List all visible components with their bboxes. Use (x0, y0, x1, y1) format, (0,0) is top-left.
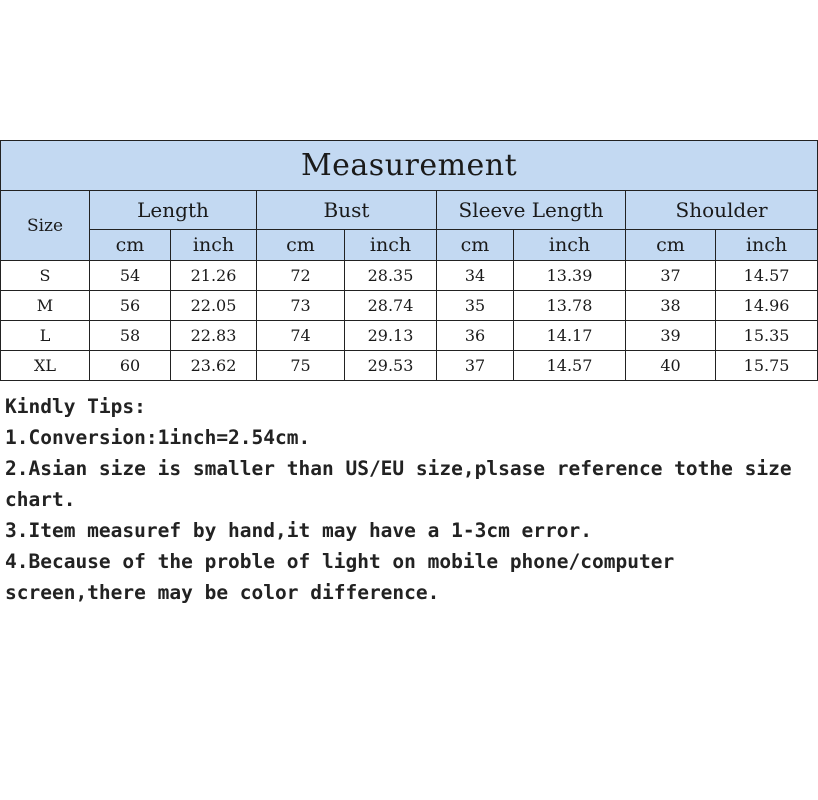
unit-header: inch (514, 230, 626, 261)
size-cell: M (1, 291, 90, 321)
size-cell: L (1, 321, 90, 351)
table-cell: 28.74 (345, 291, 437, 321)
table-cell: 22.05 (171, 291, 257, 321)
table-cell: 39 (626, 321, 716, 351)
table-cell: 37 (437, 351, 514, 381)
table-cell: 38 (626, 291, 716, 321)
size-header: Size (1, 191, 90, 261)
table-cell: 14.96 (716, 291, 818, 321)
unit-header: cm (626, 230, 716, 261)
table-cell: 74 (257, 321, 345, 351)
table-cell: 14.17 (514, 321, 626, 351)
tips-heading: Kindly Tips: (5, 395, 146, 418)
measurement-table (0, 140, 818, 381)
table-cell: 21.26 (171, 261, 257, 291)
group-header-sleeve-length: Sleeve Length (437, 191, 626, 230)
table-cell: 15.75 (716, 351, 818, 381)
unit-header: cm (257, 230, 345, 261)
table-cell: 60 (90, 351, 171, 381)
group-header-bust: Bust (257, 191, 437, 230)
table-cell: 72 (257, 261, 345, 291)
table-cell: 56 (90, 291, 171, 321)
table-cell: 29.13 (345, 321, 437, 351)
table-cell: 75 (257, 351, 345, 381)
table-cell: 35 (437, 291, 514, 321)
group-header-length: Length (90, 191, 257, 230)
table-cell: 54 (90, 261, 171, 291)
table-cell: 40 (626, 351, 716, 381)
table-cell: 14.57 (716, 261, 818, 291)
table-cell: 13.39 (514, 261, 626, 291)
table-title: Measurement (1, 141, 818, 191)
group-header-shoulder: Shoulder (626, 191, 818, 230)
tip-item: 1.Conversion:1inch=2.54cm. (5, 426, 311, 449)
table-row (1, 321, 818, 351)
table-cell: 36 (437, 321, 514, 351)
tip-item: 3.Item measuref by hand,it may have a 1-3cm error. (5, 519, 592, 542)
table-cell: 58 (90, 321, 171, 351)
unit-header: inch (171, 230, 257, 261)
table-cell: 37 (626, 261, 716, 291)
table-cell: 23.62 (171, 351, 257, 381)
table-cell: 15.35 (716, 321, 818, 351)
unit-header: cm (437, 230, 514, 261)
table-cell: 13.78 (514, 291, 626, 321)
size-cell: XL (1, 351, 90, 381)
table-cell: 34 (437, 261, 514, 291)
table-cell: 29.53 (345, 351, 437, 381)
unit-header: inch (716, 230, 818, 261)
table-cell: 28.35 (345, 261, 437, 291)
unit-header: cm (90, 230, 171, 261)
tip-item: 4.Because of the proble of light on mobile phone/computer screen,there may be color difference. (5, 550, 686, 604)
kindly-tips (5, 391, 804, 608)
table-cell: 22.83 (171, 321, 257, 351)
size-cell: S (1, 261, 90, 291)
table-row (1, 261, 818, 291)
unit-header: inch (345, 230, 437, 261)
table-cell: 73 (257, 291, 345, 321)
table-cell: 14.57 (514, 351, 626, 381)
tip-item: 2.Asian size is smaller than US/EU size,plsase reference tothe size chart. (5, 457, 804, 511)
table-row (1, 351, 818, 381)
table-row (1, 291, 818, 321)
